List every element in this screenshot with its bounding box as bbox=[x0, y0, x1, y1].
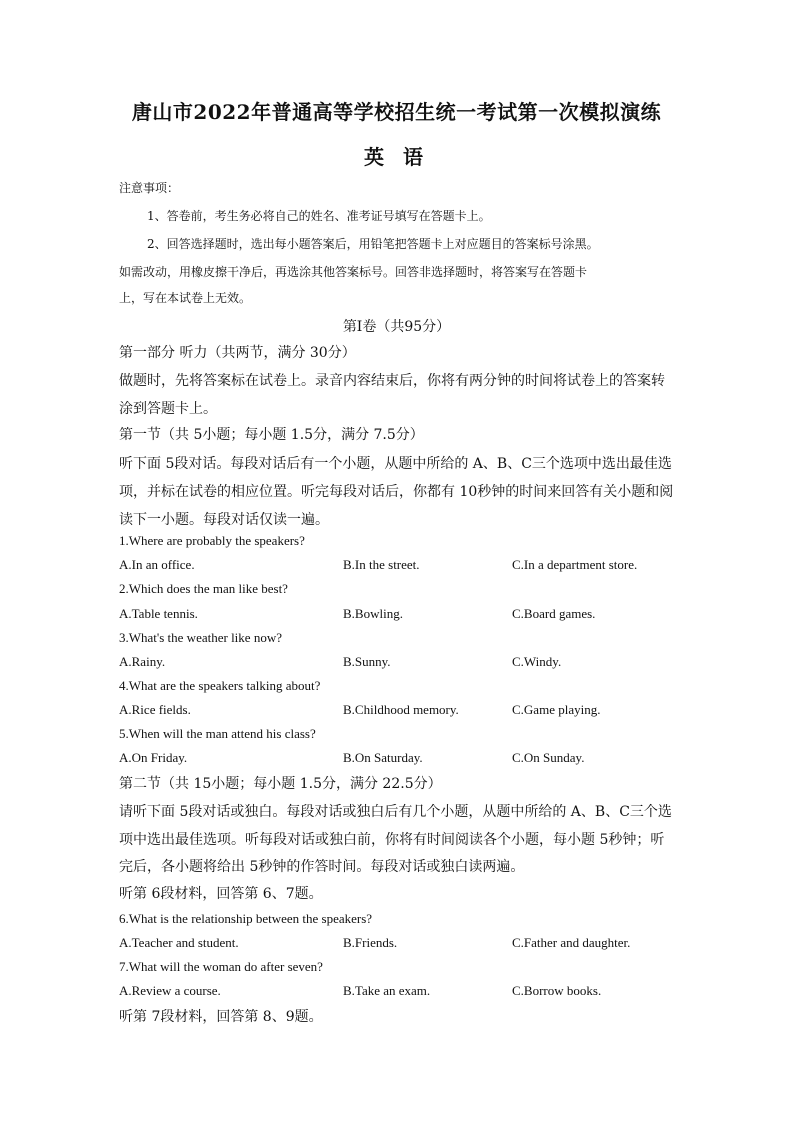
part1-instruction: 做题时，先将答案标在试卷上。录音内容结束后，你将有两分钟的时间将试卷上的答案转 bbox=[119, 373, 665, 389]
option-7c: C.Borrow books. bbox=[512, 983, 602, 998]
option-2c: C.Board games. bbox=[512, 606, 596, 621]
subject-title: 英 语 bbox=[364, 145, 429, 169]
option-4a: A.Rice fields. bbox=[119, 702, 191, 717]
option-4b: B.Childhood memory. bbox=[343, 702, 459, 717]
option-1a: A.In an office. bbox=[119, 557, 195, 572]
volume-heading: 第Ⅰ卷（共95分） bbox=[342, 319, 451, 335]
material-6-heading: 听第 6段材料，回答第 6、7题。 bbox=[119, 886, 323, 902]
section1-heading: 第一节（共 5小题；每小题 1.5分，满分 7.5分） bbox=[119, 427, 424, 443]
notice-item-1: 1、答卷前，考生务必将自己的姓名、准考证号填写在答题卡上。 bbox=[147, 209, 491, 223]
question-7: 7.What will the woman do after seven? bbox=[119, 959, 323, 974]
option-1b: B.In the street. bbox=[343, 557, 420, 572]
material-7-heading: 听第 7段材料，回答第 8、9题。 bbox=[119, 1009, 323, 1025]
notice-heading: 注意事项： bbox=[119, 181, 180, 195]
question-4: 4.What are the speakers talking about? bbox=[119, 678, 321, 693]
question-2: 2.Which does the man like best? bbox=[119, 581, 288, 596]
option-3a: A.Rainy. bbox=[119, 654, 166, 669]
exam-title: 唐山市2022年普通高等学校招生统一考试第一次模拟演练 bbox=[131, 100, 662, 124]
option-5c: C.On Sunday. bbox=[512, 750, 585, 765]
section1-instruction-3: 读下一小题。每段对话仅读一遍。 bbox=[119, 512, 329, 528]
question-1: 1.Where are probably the speakers? bbox=[119, 533, 305, 548]
option-4c: C.Game playing. bbox=[512, 702, 601, 717]
part1-heading: 第一部分 听力（共两节，满分 30分） bbox=[119, 345, 356, 361]
section1-instruction-2: 项，并标在试卷的相应位置。听完每段对话后，你都有 10秒钟的时间来回答有关小题和阅 bbox=[119, 484, 674, 500]
option-2a: A.Table tennis. bbox=[119, 606, 198, 621]
option-7a: A.Review a course. bbox=[119, 983, 221, 998]
option-7b: B.Take an exam. bbox=[343, 983, 431, 998]
option-3c: C.Windy. bbox=[512, 654, 562, 669]
notice-item-2-cont: 如需改动，用橡皮擦干净后，再选涂其他答案标号。回答非选择题时，将答案写在答题卡 bbox=[119, 265, 588, 279]
notice-item-2-end: 上，写在本试卷上无效。 bbox=[119, 291, 252, 305]
option-6b: B.Friends. bbox=[343, 935, 398, 950]
option-5a: A.On Friday. bbox=[119, 750, 188, 765]
section1-instruction: 听下面 5段对话。每段对话后有一个小题，从题中所给的 A、B、C三个选项中选出最佳选 bbox=[119, 456, 672, 472]
question-5: 5.When will the man attend his class? bbox=[119, 726, 316, 741]
option-6c: C.Father and daughter. bbox=[512, 935, 631, 950]
section2-heading: 第二节（共 15小题；每小题 1.5分，满分 22.5分） bbox=[119, 776, 442, 792]
section2-instruction: 请听下面 5段对话或独白。每段对话或独白后有几个小题，从题中所给的 A、B、C三个选 bbox=[119, 804, 672, 820]
option-6a: A.Teacher and student. bbox=[119, 935, 239, 950]
notice-item-2: 2、回答选择题时，选出每小题答案后，用铅笔把答题卡上对应题目的答案标号涂黑。 bbox=[147, 237, 599, 251]
option-2b: B.Bowling. bbox=[343, 606, 403, 621]
part1-instruction-cont: 涂到答题卡上。 bbox=[119, 401, 217, 417]
option-1c: C.In a department store. bbox=[512, 557, 638, 572]
question-3: 3.What's the weather like now? bbox=[119, 630, 282, 645]
option-5b: B.On Saturday. bbox=[343, 750, 423, 765]
option-3b: B.Sunny. bbox=[343, 654, 391, 669]
section2-instruction-2: 项中选出最佳选项。听每段对话或独白前，你将有时间阅读各个小题，每小题 5秒钟；听 bbox=[119, 832, 665, 848]
section2-instruction-3: 完后，各小题将给出 5秒钟的作答时间。每段对话或独白读两遍。 bbox=[119, 859, 525, 875]
question-6: 6.What is the relationship between the speakers? bbox=[119, 911, 373, 926]
